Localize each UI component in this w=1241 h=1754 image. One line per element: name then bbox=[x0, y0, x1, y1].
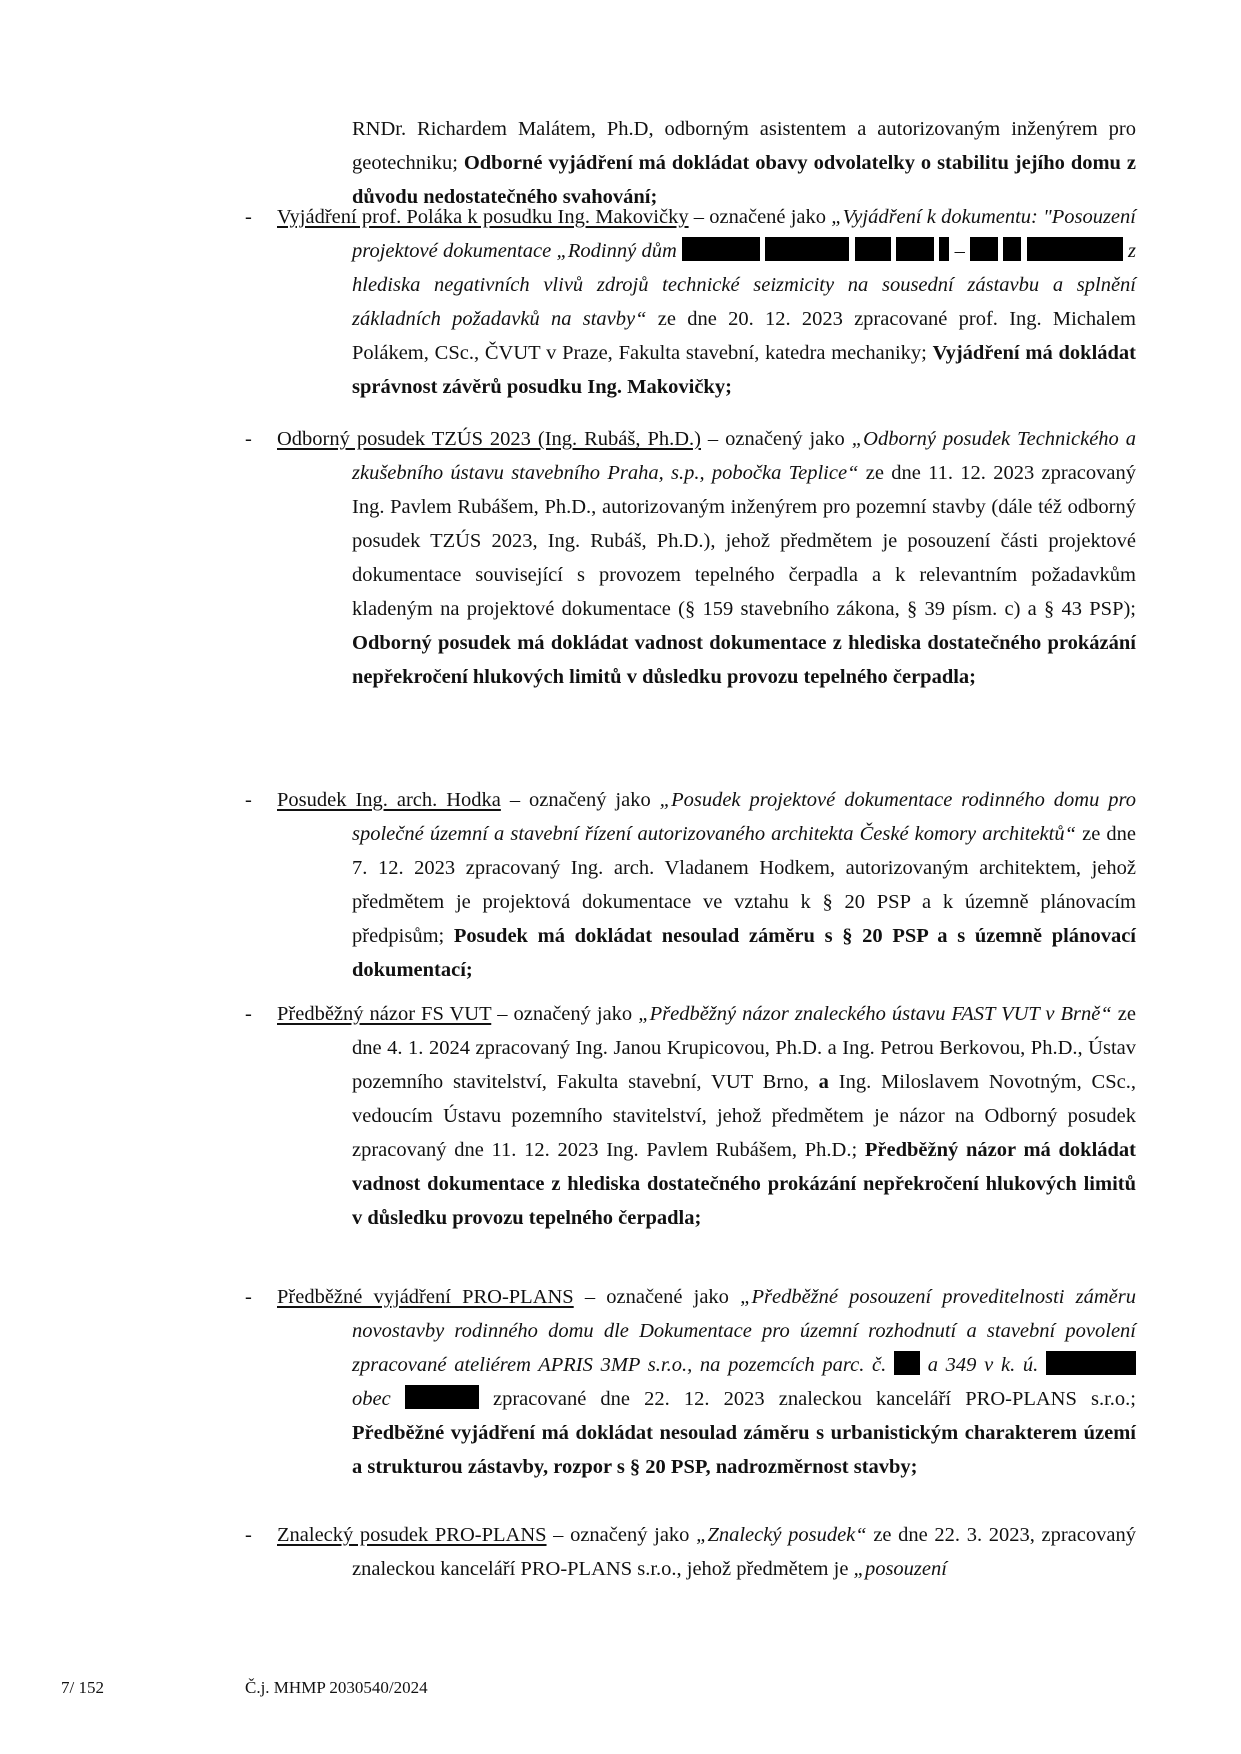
list-dash: - bbox=[245, 789, 252, 811]
document-reference: Č.j. MHMP 2030540/2024 bbox=[245, 1678, 428, 1697]
intro-paragraph bbox=[352, 112, 1136, 214]
redaction-block bbox=[405, 1385, 479, 1409]
list-dash: - bbox=[245, 1524, 252, 1546]
item-bold: Předběžné vyjádření má dokládat nesoulad záměru s urbanistickým charakterem území a strukturou zástavby, rozpor s § 20 PSP, nadrozměrnost stavby; bbox=[352, 1422, 1136, 1478]
item-bold: Předběžný názor má dokládat vadnost dokumentace z hlediska dostatečného prokázání nepřekročení hlukových limitů v důsledku provozu tepelného čerpadla; bbox=[352, 1139, 1136, 1229]
redaction-block bbox=[1046, 1351, 1136, 1375]
list-dash: - bbox=[245, 1286, 252, 1308]
item-title: Předběžné vyjádření PRO-PLANS bbox=[277, 1286, 574, 1308]
item-italic: „Posudek projektové dokumentace rodinného domu pro společné územní a stavební řízení autorizovaného architekta České komory architektů“ bbox=[352, 789, 1137, 845]
list-item bbox=[245, 997, 1136, 1235]
item-text: – označený jako bbox=[491, 1003, 639, 1025]
item-italic: „Předběžné posouzení proveditelnosti záměru novostavby rodinného domu dle Dokumentace pro územní rozhodnutí a stavební povolení zpracované ateliérem APRIS 3MP s.r.o., na pozemcích parc. č. bbox=[352, 1286, 1136, 1376]
item-bold: a bbox=[818, 1071, 829, 1093]
list-dash: - bbox=[245, 428, 252, 450]
intro-bold: Odborné vyjádření má dokládat obavy odvolatelky o stabilitu jejího domu z důvodu nedostatečného svahování; bbox=[352, 152, 1136, 208]
item-title: Odborný posudek TZÚS 2023 (Ing. Rubáš, Ph.D.) bbox=[277, 428, 701, 450]
item-title: Vyjádření prof. Poláka k posudku Ing. Makovičky bbox=[277, 206, 689, 228]
redaction-block bbox=[939, 237, 949, 261]
item-text: ze dne 11. 12. 2023 zpracovaný Ing. Pavlem Rubášem, Ph.D., autorizovaným inženýrem pro pozemní stavby (dále též odborný posudek TZÚS 2023, Ing. Rubáš, Ph.D.), jehož předmětem je posouzení části projektové dokumentace související s provozem tepelného čerpadla a k relevantním požadavkům kladeným na projektové dokumentace (§ 159 stavebního zákona, § 39 písm. c) a § 43 PSP); bbox=[352, 462, 1136, 620]
item-italic: „Znalecký posudek“ bbox=[696, 1524, 867, 1546]
item-bold: Posudek má dokládat nesoulad záměru s § 20 PSP a s územně plánovací dokumentací; bbox=[352, 925, 1136, 981]
redaction-block bbox=[970, 237, 998, 261]
item-text: ze dne 22. 3. 2023, zpracovaný znaleckou kanceláří PRO-PLANS s.r.o., jehož předmětem je bbox=[352, 1524, 1136, 1580]
item-italic: „Odborný posudek Technického a zkušebního ústavu stavebního Praha, s.p., pobočka Teplice“ bbox=[352, 428, 1137, 484]
list-item: - Vyjádření prof. Poláka k posudku Ing. Makovičky – označené jako „Vyjádření k dokumentu: "Posouzení projektové dokumentace „Rodinný dům – z hlediska negativních vlivů zdrojů technické seizmicity na sousední zástavbu a splnění základních požadavků na stavby“ ze dne 20. 12. 2023 zpracované prof. Ing. Michalem Polákem, CSc., ČVUT v Praze, Fakulta stavební, katedra mechaniky; Vyjádření má dokládat správnost závěrů posudku Ing. Makovičky; bbox=[245, 200, 1136, 404]
item-bold: Odborný posudek má dokládat vadnost dokumentace z hlediska dostatečného prokázání nepřekročení hlukových limitů v důsledku provozu tepelného čerpadla; bbox=[352, 632, 1136, 688]
list-item bbox=[245, 422, 1136, 694]
item-text: ze dne 20. 12. 2023 zpracované prof. Ing. Michalem Polákem, CSc., ČVUT v Praze, Fakulta stavební, katedra mechaniky; bbox=[352, 308, 1137, 364]
item-title: Posudek Ing. arch. Hodka bbox=[277, 789, 501, 811]
page-number: 7/ 152 bbox=[61, 1678, 104, 1697]
redaction-block bbox=[1027, 237, 1123, 261]
item-italic: obec bbox=[352, 1388, 391, 1410]
item-text: – označený jako bbox=[546, 1524, 697, 1546]
intro-text: RNDr. Richardem Malátem, Ph.D, odborným asistentem a autorizovaným inženýrem pro geotechniku; bbox=[352, 118, 1136, 174]
list-item bbox=[245, 1280, 1136, 1484]
item-text: ze dne 7. 12. 2023 zpracovaný Ing. arch. Vladanem Hodkem, autorizovaným architektem, jehož předmětem je projektová dokumentace ve vztahu k § 20 PSP a k územně plánovacím předpisům; bbox=[352, 823, 1137, 947]
item-italic: „Předběžný názor znaleckého ústavu FAST VUT v Brně“ bbox=[638, 1003, 1112, 1025]
item-text: Ing. Miloslavem Novotným, CSc., vedoucím Ústavu pozemního stavitelství, jehož předmětem je názor na Odborný posudek zpracovaný dne 11. 12. 2023 Ing. Pavlem Rubášem, Ph.D.; bbox=[352, 1071, 1136, 1161]
list-dash: - bbox=[245, 206, 252, 228]
item-text: ze dne 4. 1. 2024 zpracovaný Ing. Janou Krupicovou, Ph.D. a Ing. Petrou Berkovou, Ph.D., Ústav pozemního stavitelství, Fakulta stavební, VUT Brno, bbox=[352, 1003, 1136, 1093]
item-text: – označené jako bbox=[573, 1286, 741, 1308]
item-text: – označené jako bbox=[688, 206, 832, 228]
list-item bbox=[245, 1518, 1136, 1586]
redaction-block bbox=[894, 1351, 920, 1375]
redaction-block bbox=[765, 237, 849, 261]
item-text: – označený jako bbox=[700, 428, 852, 450]
item-italic: „Vyjádření k dokumentu: "Posouzení projektové dokumentace „Rodinný dům bbox=[352, 206, 1136, 262]
item-italic: a 349 v k. ú. bbox=[920, 1354, 1039, 1376]
redaction-block bbox=[896, 237, 934, 261]
redaction-block bbox=[682, 237, 760, 261]
item-italic: „posouzení bbox=[853, 1558, 947, 1580]
item-title: Předběžný názor FS VUT bbox=[277, 1003, 492, 1025]
item-text: zpracované dne 22. 12. 2023 znaleckou kanceláří PRO-PLANS s.r.o.; bbox=[478, 1388, 1137, 1410]
item-text: – označený jako bbox=[500, 789, 660, 811]
list-item bbox=[245, 783, 1136, 987]
redaction-block bbox=[855, 237, 891, 261]
list-dash: - bbox=[245, 1003, 252, 1025]
item-title: Znalecký posudek PRO-PLANS bbox=[277, 1524, 547, 1546]
item-bold: Vyjádření má dokládat správnost závěrů posudku Ing. Makovičky; bbox=[352, 342, 1136, 398]
redaction-block bbox=[1003, 237, 1021, 261]
item-italic: z hlediska negativních vlivů zdrojů technické seizmicity na sousední zástavbu a splnění základních požadavků na stavby“ bbox=[352, 240, 1137, 330]
